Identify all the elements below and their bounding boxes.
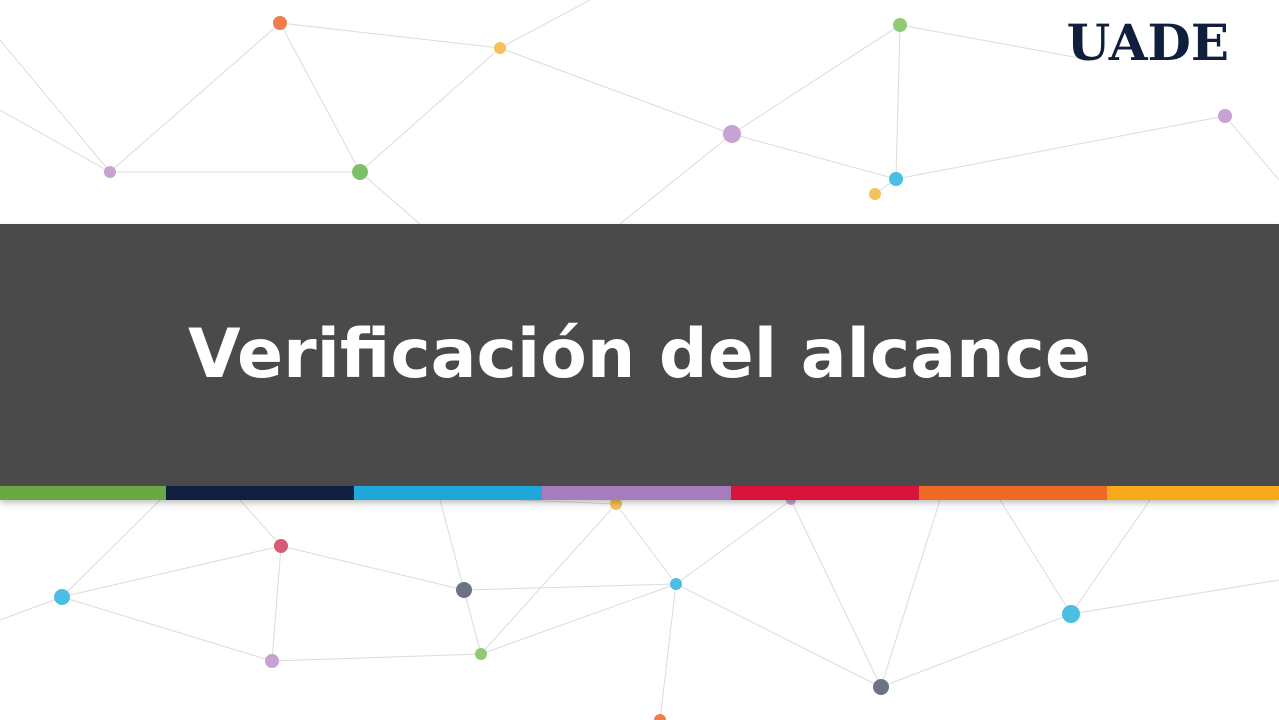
- stripe-segment: [1107, 486, 1279, 500]
- title-banner: [0, 224, 1279, 500]
- stripe-segment: [731, 486, 919, 500]
- stripe-segment: [542, 486, 731, 500]
- stripe-segment: [166, 486, 354, 500]
- color-stripe: [0, 486, 1279, 500]
- uade-logo: UADE: [1066, 13, 1229, 72]
- stripe-segment: [0, 486, 166, 500]
- stripe-segment: [919, 486, 1107, 500]
- slide-title: Verificación del alcance: [188, 314, 1091, 394]
- stripe-segment: [354, 486, 542, 500]
